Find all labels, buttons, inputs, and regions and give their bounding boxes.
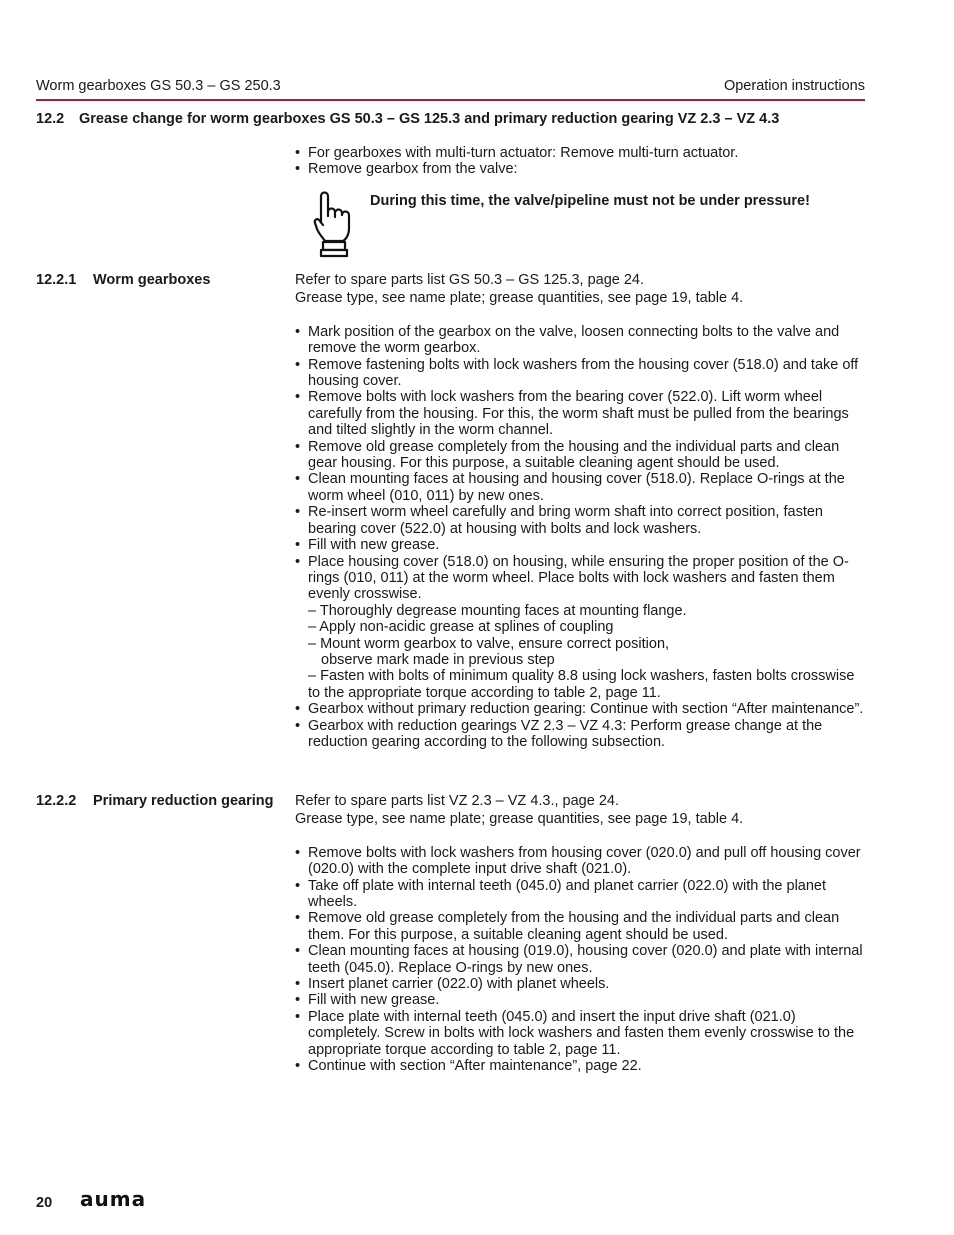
list-item: • For gearboxes with multi-turn actuator: Remove multi-turn actuator.: [295, 145, 867, 161]
dash-item: – Apply non-acidic grease at splines of coupling: [308, 619, 614, 636]
warning-text: During this time, the valve/pipeline must not be under pressure!: [370, 193, 810, 209]
list-item: • Fill with new grease.: [295, 537, 867, 553]
header-left: Worm gearboxes GS 50.3 – GS 250.3: [36, 78, 281, 94]
list-item: • Remove old grease completely from the housing and the individual parts and clean gear housing. For this purpose, a suitable cleaning agent should be used.: [295, 439, 867, 472]
list-item: • Continue with section “After maintenance”, page 22.: [295, 1058, 867, 1074]
logo-text: auma: [80, 1190, 147, 1210]
list-item: • Re-insert worm wheel carefully and bring worm shaft into correct position, fasten bearing cover (522.0) at housing with bolts and lock washers.: [295, 504, 867, 537]
header-rule: [36, 99, 865, 101]
intro-list: [295, 145, 867, 178]
list-item: • Insert planet carrier (022.0) with planet wheels.: [295, 976, 867, 992]
subsection-primary-title: [36, 793, 274, 809]
worm-steps: [295, 324, 867, 751]
list-item: • Mark position of the gearbox on the valve, loosen connecting bolts to the valve and remove the worm gearbox.: [295, 324, 867, 357]
primary-content: [295, 793, 867, 1075]
page-number: 20: [36, 1195, 53, 1211]
dash-item-continued: observe mark made in previous step: [321, 651, 555, 668]
list-item: • Remove fastening bolts with lock washers from the housing cover (518.0) and take off housing cover.: [295, 357, 867, 390]
dash-item: – Mount worm gearbox to valve, ensure correct position,: [308, 635, 670, 652]
subsection-number: 12.2.2: [36, 793, 77, 809]
list-item: • Clean mounting faces at housing (019.0), housing cover (020.0) and plate with internal teeth (045.0). Replace O-rings by new ones.: [295, 943, 867, 976]
subsection-title: Primary reduction gearing: [93, 793, 274, 809]
subsection-worm-title: [36, 272, 210, 288]
list-item: • Remove bolts with lock washers from housing cover (020.0) and pull off housing cover (020.0) with the complete input drive shaft (021.0).: [295, 845, 867, 878]
pointing-hand-icon: [313, 190, 353, 258]
list-item: • Remove gearbox from the valve:: [295, 161, 867, 177]
dash-item: – Thoroughly degrease mounting faces at mounting flange.: [308, 602, 687, 619]
list-item: • Remove old grease completely from the housing and the individual parts and clean them. For this purpose, a suitable cleaning agent should be used.: [295, 910, 867, 943]
subsection-number: 12.2.1: [36, 272, 77, 288]
primary-steps: [295, 845, 867, 1075]
list-item: [295, 554, 867, 702]
list-item: • Gearbox without primary reduction gearing: Continue with section “After maintenance”.: [295, 701, 867, 717]
primary-ref-grease: Grease type, see name plate; grease quantities, see page 19, table 4.: [295, 811, 744, 828]
worm-ref-grease: Grease type, see name plate; grease quantities, see page 19, table 4.: [295, 290, 744, 307]
primary-ref-spare-parts: Refer to spare parts list VZ 2.3 – VZ 4.3., page 24.: [295, 793, 619, 809]
worm-ref-spare-parts: Refer to spare parts list GS 50.3 – GS 125.3, page 24.: [295, 272, 645, 288]
section-number: 12.2: [36, 111, 65, 127]
worm-content: [295, 272, 867, 750]
header-right: Operation instructions: [723, 78, 865, 94]
auma-logo: [80, 1190, 152, 1210]
list-item: • Take off plate with internal teeth (045.0) and planet carrier (022.0) with the planet wheels.: [295, 878, 867, 911]
list-item: • Place plate with internal teeth (045.0) and insert the input drive shaft (021.0) completely. Screw in bolts with lock washers and fasten them evenly crosswise to the appropriate torque according to table 2, page 11.: [295, 1009, 867, 1058]
list-item: • Remove bolts with lock washers from the bearing cover (522.0). Lift worm wheel carefully from the housing. For this, the worm shaft must be pulled from the bearings and tilted slightly in the worm channel.: [295, 389, 867, 438]
section-title-text: Grease change for worm gearboxes GS 50.3 – GS 125.3 and primary reduction gearing VZ 2.3 – VZ 4.3: [79, 111, 780, 127]
list-item: • Clean mounting faces at housing and housing cover (518.0). Replace O-rings at the worm wheel (010, 011) by new ones.: [295, 471, 867, 504]
list-item: • Fill with new grease.: [295, 992, 867, 1008]
list-item: • Gearbox with reduction gearings VZ 2.3 – VZ 4.3: Perform grease change at the reduction gearing according to the following subsection.: [295, 718, 867, 751]
section-title: [36, 111, 779, 127]
dash-item: – Fasten with bolts of minimum quality 8.8 using lock washers, fasten bolts crosswise to the appropriate torque according to table 2, page 11.: [308, 668, 855, 701]
place-cover-text: • Place housing cover (518.0) on housing, while ensuring the proper position of the O-rings (010, 011) at the worm wheel. Place bolts with lock washers and fasten them evenly crosswise.: [308, 553, 849, 603]
subsection-title: Worm gearboxes: [93, 272, 211, 288]
